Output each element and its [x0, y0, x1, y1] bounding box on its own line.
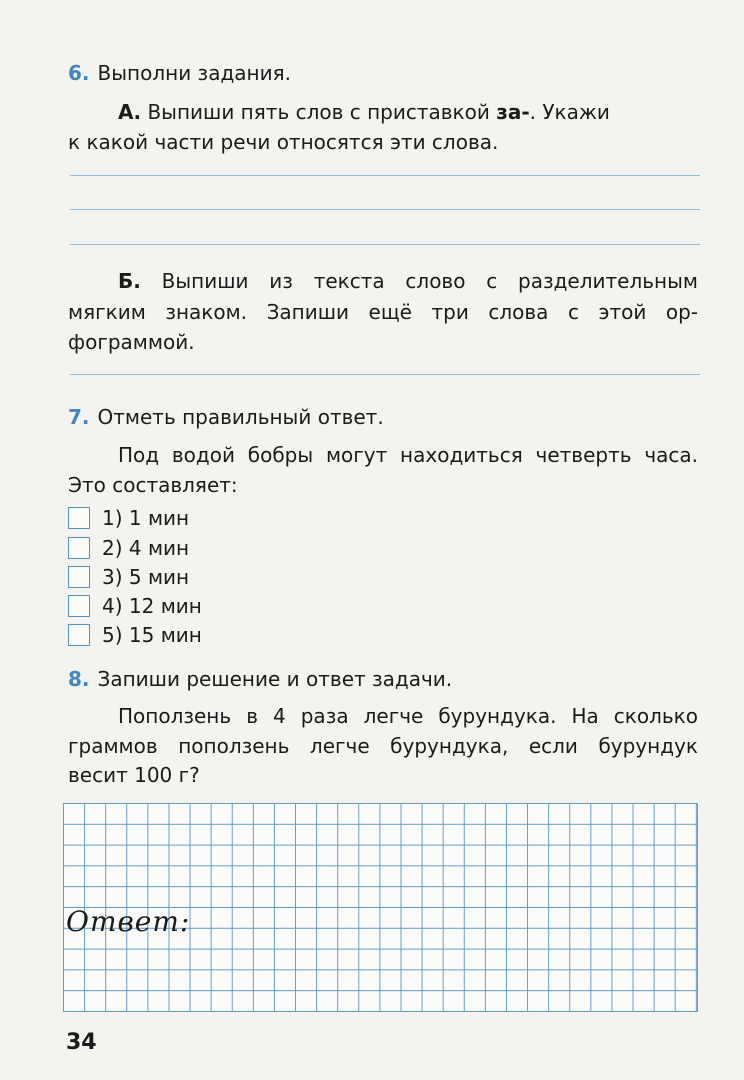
task8-line3: весит 100 г? [68, 763, 200, 787]
task6-a-text-end: . Укажи [529, 100, 610, 124]
task6-title: Выполни задания. [97, 61, 291, 85]
checkbox[interactable] [68, 537, 90, 559]
task7-title: Отметь правильный ответ. [97, 405, 384, 429]
answer-line[interactable] [70, 244, 700, 245]
task6-a-text: Выпиши пять слов с приставкой [147, 100, 490, 124]
option-label: 3) 5 мин [102, 565, 190, 589]
answer-line[interactable] [70, 175, 700, 176]
answer-label: Ответ: [66, 905, 191, 938]
option-label: 4) 12 мин [102, 594, 202, 618]
task7-line1: Под водой бобры могут находиться четверть часа. [118, 443, 698, 467]
task6-a-marker: А. [118, 100, 142, 124]
answer-line[interactable] [70, 209, 700, 210]
option-label: 5) 15 мин [102, 623, 202, 647]
answer-option[interactable] [68, 622, 202, 648]
task6-b-line1 [118, 266, 698, 296]
task7-heading [68, 402, 384, 432]
task6-a-prefix: за- [496, 100, 530, 124]
task7-line2: Это составляет: [68, 473, 238, 497]
task8-title: Запиши решение и ответ задачи. [97, 667, 453, 691]
answer-option[interactable] [68, 564, 189, 590]
task7-number: 7. [68, 405, 90, 429]
checkbox[interactable] [68, 566, 90, 588]
task6-a-line1 [118, 97, 698, 127]
answer-option[interactable] [68, 593, 202, 619]
answer-option[interactable] [68, 535, 189, 561]
task6-b-text: Выпиши из текста слово с разделительным [161, 269, 698, 293]
checkbox[interactable] [68, 624, 90, 646]
task8-line1: Поползень в 4 раза легче бурундука. На сколько [118, 704, 698, 728]
task8-heading [68, 664, 452, 694]
answer-option[interactable] [68, 505, 189, 531]
checkbox[interactable] [68, 507, 90, 529]
task6-b-line2: мягким знаком. Запиши ещё три слова с этой ор- [68, 300, 698, 324]
page-number: 34 [66, 1030, 97, 1055]
task6-a-line2: к какой части речи относятся эти слова. [68, 130, 499, 154]
task8-line2: граммов поползень легче бурундука, если бурундук [68, 734, 698, 758]
option-label: 2) 4 мин [102, 536, 190, 560]
task6-b-line3: фограммой. [68, 330, 195, 354]
option-label: 1) 1 мин [102, 506, 190, 530]
answer-line[interactable] [70, 374, 700, 375]
task8-number: 8. [68, 667, 90, 691]
task6-number: 6. [68, 61, 90, 85]
task6-heading [68, 58, 291, 88]
checkbox[interactable] [68, 595, 90, 617]
task6-b-marker: Б. [118, 269, 141, 293]
